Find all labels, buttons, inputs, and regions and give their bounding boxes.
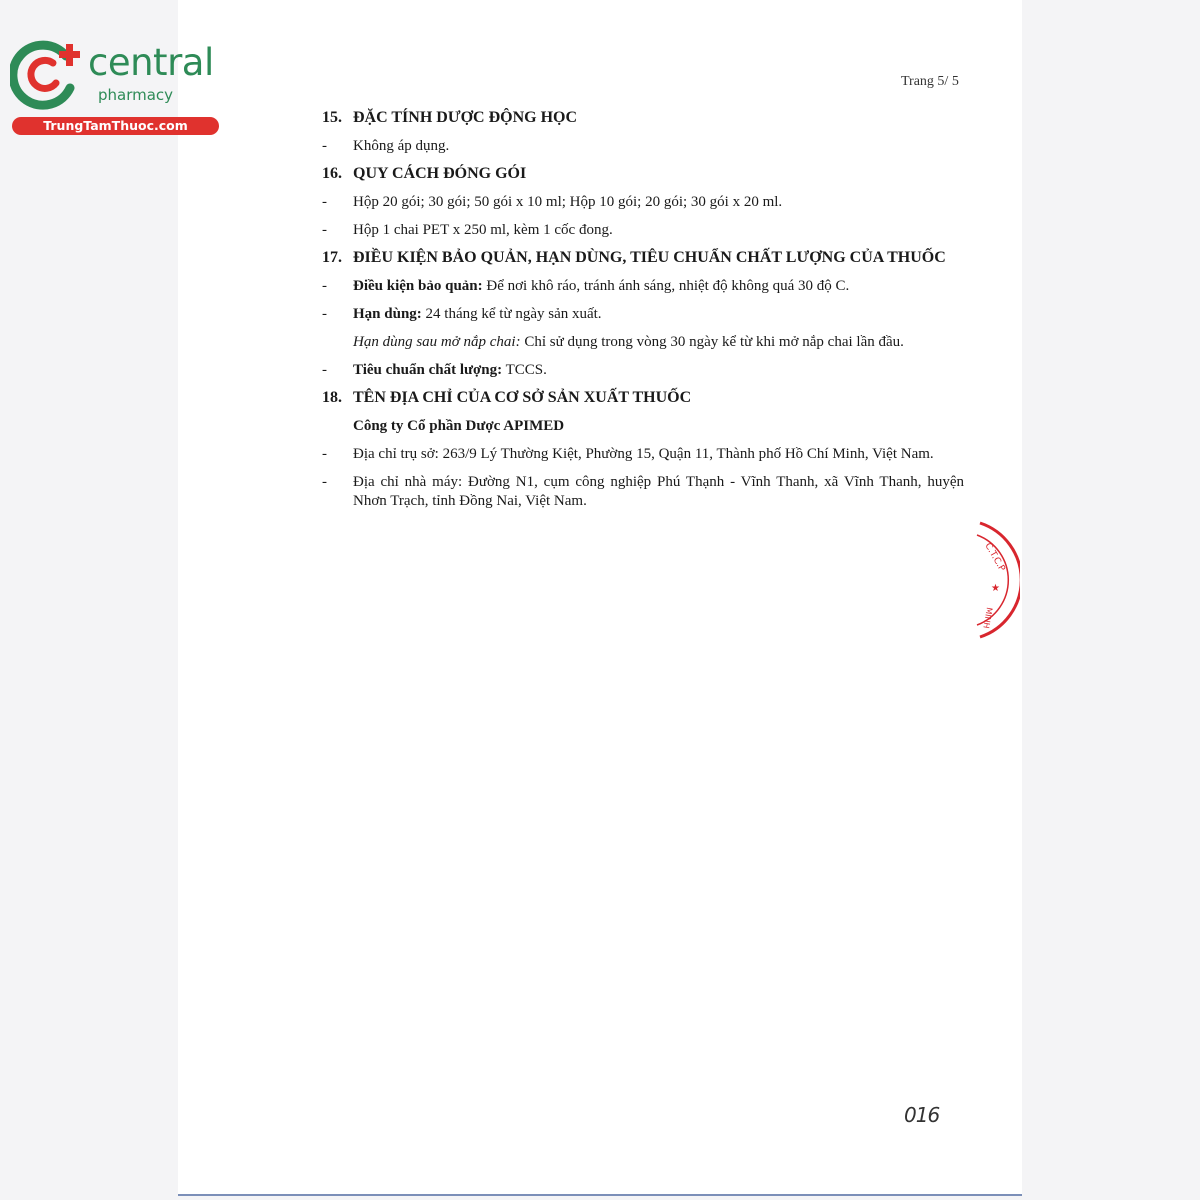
logo-url-badge: TrungTamThuoc.com — [12, 117, 219, 135]
list-item-text — [353, 305, 964, 324]
headquarters-address: Địa chỉ trụ sở: 263/9 Lý Thường Kiệt, Phường 15, Quận 11, Thành phố Hồ Chí Minh, Việt Nam. — [353, 446, 934, 462]
section-number: 18. — [322, 389, 342, 406]
section-18-heading — [322, 388, 964, 408]
after-open-paragraph — [353, 333, 964, 352]
central-pharmacy-logo — [10, 38, 215, 138]
list-item — [322, 445, 964, 464]
svg-text:C.T.C.P: C.T.C.P — [982, 541, 1007, 574]
handwritten-page-number: 016 — [904, 1103, 940, 1127]
list-item — [322, 193, 964, 212]
logo-subtitle: pharmacy — [98, 86, 174, 104]
list-item-text — [353, 277, 964, 296]
svg-text:MINH: MINH — [981, 606, 994, 630]
pharmacy-cross-logo-icon — [10, 38, 90, 110]
section-title: ĐIỀU KIỆN BẢO QUẢN, HẠN DÙNG, TIÊU CHUẨN CHẤT LƯỢNG CỦA THUỐC — [353, 249, 946, 266]
section-number: 15. — [322, 109, 342, 126]
company-name: Công ty Cổ phần Dược APIMED — [353, 418, 565, 434]
list-item-text: Hộp 1 chai PET x 250 ml, kèm 1 cốc đong. — [353, 222, 613, 238]
bullet-dash: - — [322, 362, 327, 378]
section-17-heading — [322, 248, 964, 268]
bottom-rule — [178, 1194, 1022, 1196]
quality-label: Tiêu chuẩn chất lượng: — [353, 362, 503, 378]
section-number: 17. — [322, 249, 342, 266]
bullet-dash: - — [322, 306, 327, 322]
logo-brand: central — [88, 41, 214, 84]
list-item — [322, 277, 964, 296]
bullet-dash: - — [322, 446, 327, 462]
svg-text:★: ★ — [991, 583, 1000, 594]
after-open-text: Chỉ sử dụng trong vòng 30 ngày kể từ khi mở nắp chai lần đầu. — [520, 334, 904, 350]
shelf-life-label: Hạn dùng: — [353, 306, 422, 322]
storage-label: Điều kiện bảo quản: — [353, 278, 483, 294]
list-item-text: Hộp 20 gói; 30 gói; 50 gói x 10 ml; Hộp 10 gói; 20 gói; 30 gói x 20 ml. — [353, 194, 783, 210]
section-16-heading — [322, 164, 964, 184]
shelf-life-text: 24 tháng kể từ ngày sản xuất. — [421, 306, 602, 322]
bullet-dash: - — [322, 138, 327, 154]
page-number: Trang 5/ 5 — [901, 74, 959, 89]
list-item-text: Không áp dụng. — [353, 138, 450, 154]
bullet-dash: - — [322, 194, 327, 210]
list-item — [322, 305, 964, 324]
section-title: ĐẶC TÍNH DƯỢC ĐỘNG HỌC — [353, 109, 578, 126]
factory-address: Địa chỉ nhà máy: Đường N1, cụm công nghiệp Phú Thạnh - Vĩnh Thanh, xã Vĩnh Thanh, huyện Nhơn Trạch, tỉnh Đồng Nai, Việt Nam. — [353, 474, 964, 509]
quality-text: TCCS. — [502, 362, 547, 378]
list-item — [322, 361, 964, 380]
document-content — [322, 108, 964, 511]
bullet-dash: - — [322, 222, 327, 238]
storage-text: Để nơi khô ráo, tránh ánh sáng, nhiệt độ không quá 30 độ C. — [482, 278, 850, 294]
company-seal-stamp — [975, 515, 1020, 645]
after-open-label: Hạn dùng sau mở nắp chai: — [353, 334, 521, 350]
section-number: 16. — [322, 165, 342, 182]
list-item — [322, 137, 964, 156]
section-title: TÊN ĐỊA CHỈ CỦA CƠ SỞ SẢN XUẤT THUỐC — [353, 389, 692, 406]
list-item — [322, 221, 964, 240]
section-title: QUY CÁCH ĐÓNG GÓI — [353, 165, 527, 182]
list-item — [322, 473, 964, 511]
list-item-text — [353, 361, 964, 380]
section-15-heading — [322, 108, 964, 128]
bullet-dash: - — [322, 474, 327, 490]
bullet-dash: - — [322, 278, 327, 294]
